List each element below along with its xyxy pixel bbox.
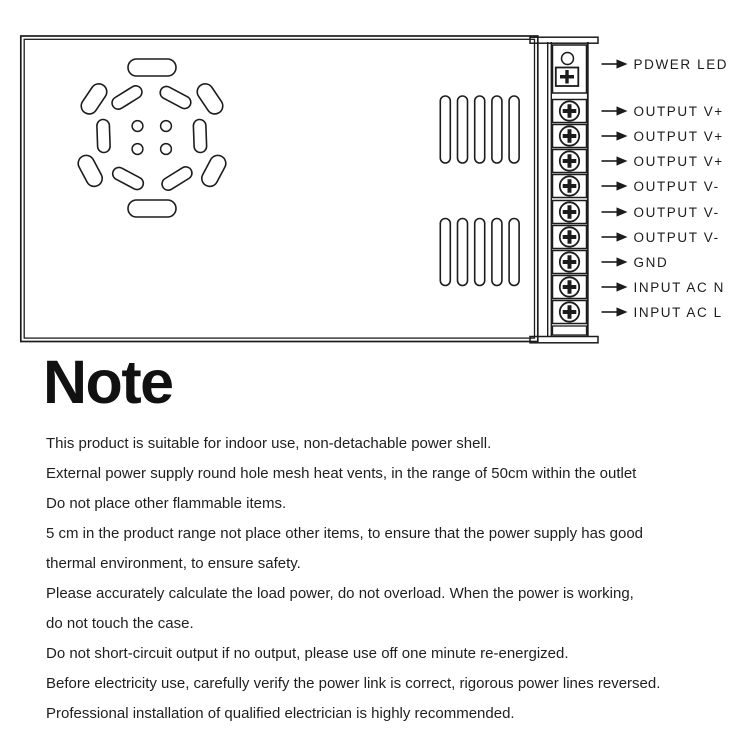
terminal-label-gnd: GND (633, 254, 669, 270)
case-outline (21, 36, 538, 342)
screw-terminal-cell (553, 125, 587, 148)
arrow-icon (602, 282, 628, 291)
phillips-screw-icon (563, 154, 577, 168)
note-line: 5 cm in the product range not place other items, to ensure that the power supply has good (46, 525, 644, 542)
terminal-label-output-vp2: OUTPUT V+ (633, 128, 724, 144)
note-line: thermal environment, to ensure safety. (46, 555, 301, 572)
phillips-screw-icon (563, 104, 577, 118)
screw-terminal-cell (553, 226, 587, 249)
arrow-icon (602, 156, 628, 165)
arrow-icon (602, 181, 628, 190)
screw-terminal-cell (553, 150, 587, 173)
arrow-icon (602, 106, 628, 115)
note-line: Please accurately calculate the load power, do not overload. When the power is working, (46, 585, 634, 602)
note-line: This product is suitable for indoor use, non-detachable power shell. (46, 435, 492, 452)
note-line: Do not place other flammable items. (46, 495, 287, 512)
phillips-screw-icon (563, 129, 577, 143)
terminal-label-output-vm1: OUTPUT V- (633, 178, 720, 194)
screw-terminal-cell (553, 251, 587, 274)
terminal-label-output-vm2: OUTPUT V- (633, 204, 720, 220)
phillips-screw-icon (563, 230, 577, 244)
arrow-icon (602, 131, 628, 140)
screw-terminal-cell (553, 175, 587, 198)
heat-vent-slots-bottom (440, 219, 519, 286)
phillips-screw-icon (563, 205, 577, 219)
arrow-icon (602, 207, 628, 216)
arrow-icon (602, 307, 628, 316)
phillips-screw-icon (563, 280, 577, 294)
terminal-label-power-led: PDWER LED (633, 56, 729, 72)
note-line: External power supply round hole mesh heat vents, in the range of 50cm within the outlet (46, 465, 637, 482)
note-heading: Note (43, 348, 173, 416)
screw-terminal-cell (553, 201, 587, 224)
note-text-block (46, 429, 726, 729)
label-arrows (602, 59, 628, 316)
screw-terminal-cell (553, 100, 587, 123)
note-line: do not touch the case. (46, 615, 194, 632)
phillips-screw-icon (563, 255, 577, 269)
arrow-icon (602, 257, 628, 266)
power-led-cell (553, 45, 587, 93)
terminal-label-output-vp1: OUTPUT V+ (633, 103, 724, 119)
note-line: Professional installation of qualified electrician is highly recommended. (46, 705, 515, 722)
note-line: Do not short-circuit output if no output, please use off one minute re-energized. (46, 645, 569, 662)
phillips-screw-icon (563, 179, 577, 193)
terminal-label-output-vm3: OUTPUT V- (633, 229, 720, 245)
arrow-icon (602, 232, 628, 241)
terminal-label-input-ac-l: INPUT AC L (633, 304, 723, 320)
screw-terminal-cell (553, 301, 587, 324)
terminal-block (530, 37, 598, 343)
arrow-icon (602, 59, 628, 68)
terminal-label-output-vp3: OUTPUT V+ (633, 153, 724, 169)
terminal-label-input-ac-n: INPUT AC N (633, 279, 726, 295)
screw-terminal-cell (553, 276, 587, 299)
phillips-screw-icon (563, 305, 577, 319)
fan-vent-icon (75, 59, 228, 217)
power-supply-diagram (0, 0, 750, 360)
led-indicator-icon (562, 53, 574, 65)
heat-vent-slots-top (440, 96, 519, 163)
square-screw-icon (556, 68, 579, 87)
note-line: Before electricity use, carefully verify the power link is correct, rigorous power lines reversed. (46, 675, 661, 692)
